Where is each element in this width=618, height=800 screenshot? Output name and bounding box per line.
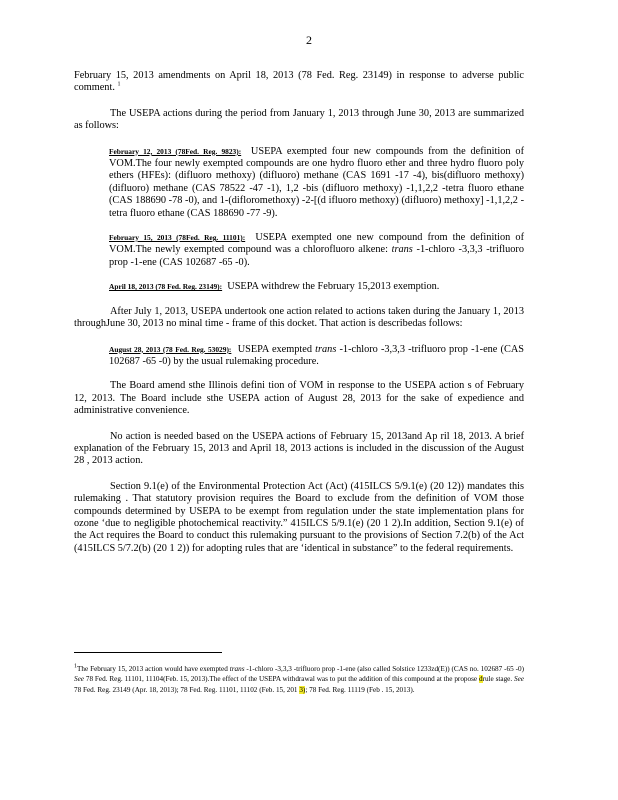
footnote-text: rule stage. xyxy=(482,675,515,684)
footnote-divider xyxy=(74,652,222,653)
trans-italic: trans xyxy=(391,244,413,256)
footnote xyxy=(74,664,524,695)
action-block-apr18 xyxy=(109,281,524,293)
action-block-aug28 xyxy=(109,344,524,369)
footnote-text: 78 Fed. Reg. 11101, 11104(Feb. 15, 2013).The effect of the USEPA withdrawal was to put the addition of this compound at the propose xyxy=(83,675,479,684)
paragraph-amendments xyxy=(74,70,524,95)
footnote-text: -1-chloro -3,3,3 -trifluoro prop -1-ene (also called Solstice 1233zd(E)) (CAS no. 102687 -65 -0) xyxy=(244,665,524,673)
paragraph-section-91e: Section 9.1(e) of the Environmental Protection Act (Act) (415ILCS 5/9.1(e) (20 12)) mandates this rulemaking . That statutory provision requires the Board to exclude from the definition of VOM those compounds determined by USEPA to be exempt from regulation under the state implementation plans for ozone ‘due to negligible photochemical reactivity.” 415ILCS 5/9.1(e) (20 1 2).In addition, Section 9.1(e) of the Act requires the Board to conduct this rulemaking pursuant to the provisions of Section 7.2(b) of the Act (415ILCS 5/7.2(b) (20 1 2)) for adopting rules that are ‘identical in substance” to the federal requirements. xyxy=(74,480,524,554)
document-body xyxy=(74,70,524,568)
footnote-reference: 1 xyxy=(117,81,121,88)
highlighted-text: 3) xyxy=(299,685,306,694)
footnote-text: The February 15, 2013 action would have exempted xyxy=(77,665,230,673)
see-italic: See xyxy=(514,675,524,684)
citation-aug28: August 28, 2013 (78 Fed. Reg. 53029): xyxy=(109,344,232,354)
action-text-feb12: USEPA exempted four new compounds from the definition of VOM.The four newly exempted compounds are one hydro fluoro ether and three hydro fluoro poly ethers (HFEs): (difluoro methoxy) (difluoro) methane (CAS 1691 -17 -4), bis(difluoro methoxy) (difluoro) methane (CAS 78522 -47 -1), 1,2 -bis (difluoro methoxy) -1,1,2,2 -tetra fluoro ethane (CAS 188690 -78 -0), and 1-(difloromethoxy) -2-[(d ifluoro methoxy) (difluoro) methoxy] -1,1,2,2 -tetra fluoro ethane (CAS 188690 -77 -9). xyxy=(109,145,524,219)
see-italic: See xyxy=(74,675,84,684)
page-number: 2 xyxy=(306,33,312,47)
action-block-feb12 xyxy=(109,146,524,220)
citation-feb12: February 12, 2013 (78Fed. Reg. 9823): xyxy=(109,146,242,156)
highlighted-text: d xyxy=(478,675,483,684)
action-text-aug28-end: -1-chloro -3,3,3 -trifluoro prop -1-ene (CAS 102687 -65 -0) by the usual rulemaking procedure. xyxy=(109,343,524,367)
paragraph-board-amends: The Board amend sthe Illinois defini tion of VOM in response to the USEPA action s of February 12, 2013. The Board include sthe USEPA action of August 28, 2013 for the sake of expedience and administrative convenience. xyxy=(74,380,524,417)
trans-italic: trans xyxy=(315,343,337,355)
citation-feb15: February 15, 2013 (78Fed. Reg. 11101): xyxy=(109,233,246,243)
action-text-aug28: USEPA exempted xyxy=(237,343,316,355)
paragraph-text: February 15, 2013 amendments on April 18, 2013 (78 Fed. Reg. 23149) in response to adverse public comment. xyxy=(74,70,524,94)
action-block-feb15 xyxy=(109,232,524,269)
action-text-feb15: USEPA exempted one new compound from the definition of VOM.The newly exempted compound was a chlorofluoro alkene: xyxy=(109,232,524,256)
action-text-apr18: USEPA withdrew the February 15,2013 exemption. xyxy=(227,281,440,293)
paragraph-no-action: No action is needed based on the USEPA actions of February 15, 2013and Ap ril 18, 2013. A brief explanation of the February 15, 2013 and April 18, 2013 actions is included in the discussion of the August 28 , 2013 action. xyxy=(74,430,524,467)
citation-apr18: April 18, 2013 (78 Fed. Reg. 23149): xyxy=(109,282,223,292)
paragraph-after-july: After July 1, 2013, USEPA undertook one action related to actions taken during the January 1, 2013 throughJune 30, 2013 no minal time - frame of this docket. That action is describedas follows: xyxy=(74,305,524,330)
footnote-marker: 1 xyxy=(74,663,77,670)
footnote-text: 78 Fed. Reg. 23149 (Apr. 18, 2013); 78 Fed. Reg. 11101, 11102 (Feb. 15, 201 xyxy=(74,685,300,694)
trans-italic: trans xyxy=(229,665,245,673)
footnote-text: ; 78 Fed. Reg. 11119 (Feb . 15, 2013). xyxy=(305,685,415,694)
paragraph-summary-intro: The USEPA actions during the period from January 1, 2013 through June 30, 2013 are summarized as follows: xyxy=(74,107,524,132)
action-text-feb15-end: -1-chloro -3,3,3 -trifluoro prop -1-ene (CAS 102687 -65 -0). xyxy=(109,244,524,268)
